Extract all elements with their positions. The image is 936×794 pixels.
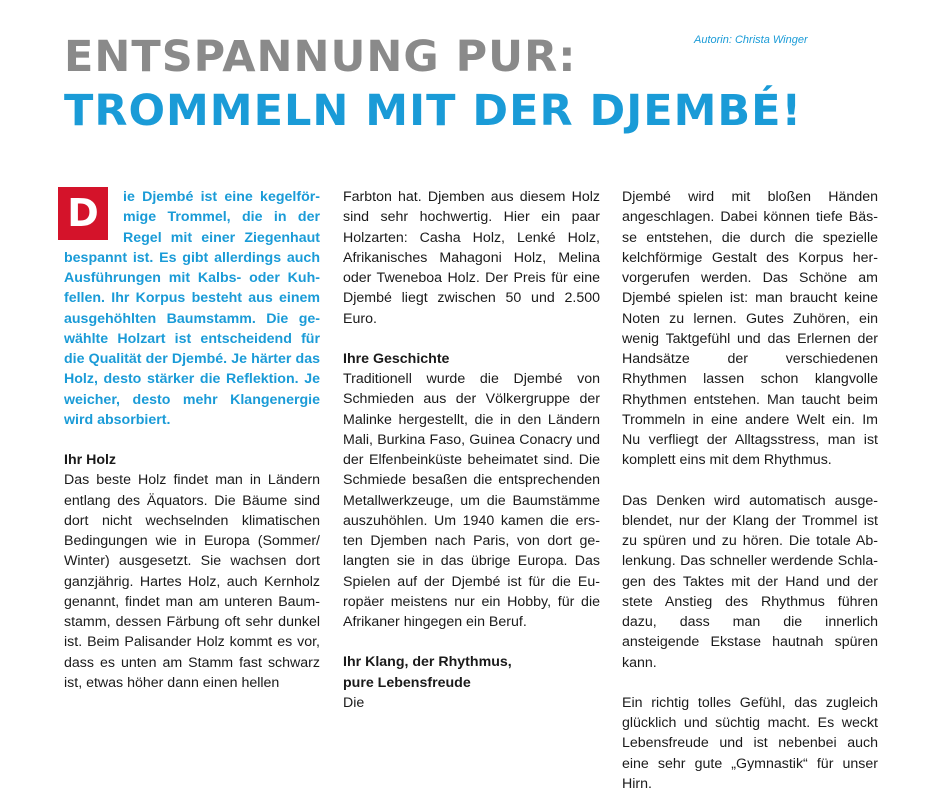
paragraph-gefuehl: Ein richtig tolles Gefühl, das zugleich glücklich und süchtig macht. Es weckt Lebensfreude und ist nebenbei auch eine sehr gute „Gymnastik“ für unser Hirn. xyxy=(622,694,878,792)
section-text-holz-continued: Farbton hat. Djemben aus diesem Holz sind sehr hochwertig. Hier ein paar Holzarten: Casha Holz, Lenké Holz, Afrikanisches Mahagoni Holz, Melina oder Tweneboa Holz. Der Preis für eine Djembé liegt zwischen 50 und 2.500 Euro. xyxy=(343,189,600,327)
article-column-1 xyxy=(64,187,320,693)
article-column-3 xyxy=(622,187,878,794)
article-title-line-2: TROMMELN MIT DER DJEMBÉ! xyxy=(64,86,803,136)
section-text-klang: Die xyxy=(343,694,365,711)
section-text-klang-continued: Djembé wird mit bloßen Händen angeschlagen. Dabei können tiefe Bässe entstehen, die durch die spezielle kelchförmige Gestalt des Korpus hervorgerufen werden. Das Schöne am Djembé spielen ist: man braucht keine Noten zu lernen. Gutes Zuhören, ein wenig Taktgefühl und das Erlernen der Handsätze der verschiedenen Rhythmen lassen schon klangvolle Rhythmen entstehen. Man taucht beim Trommeln in eine andere Welt ein. Im Nu verfliegt der Alltagsstress, man ist komplett eins mit dem Rhythmus. xyxy=(622,189,878,469)
author-credit: Autorin: Christa Winger xyxy=(694,34,808,46)
section-text-holz: Das beste Holz findet man in Ländern entlang des Äquators. Die Bäume sind dort nicht wechselnden klimatischen Bedingungen wie in Europa (Sommer/ Winter) ausgesetzt. Sie wachsen dort ganzjährig. Hartes Holz, auch Kernholz genannt, findet man am unteren Baumstamm, dessen Färbung oft sehr dunkel ist. Beim Palisander Holz kommt es vor, dass es unten am Stamm fast schwarz ist, etwas höher dann einen hellen xyxy=(64,472,320,691)
section-heading-klang xyxy=(343,652,600,693)
section-text-holz-part-1 xyxy=(64,470,320,693)
article-title-line-1: ENTSPANNUNG PUR: xyxy=(64,32,577,82)
section-heading-holz: Ihr Holz xyxy=(64,452,117,468)
section-heading-geschichte: Ihre Geschichte xyxy=(343,350,450,367)
paragraph-spacer xyxy=(622,471,878,491)
section-heading-klang-line-2: pure Lebensfreude xyxy=(343,674,471,691)
section-heading-klang-line-1: Ihr Klang, der Rhythmus, xyxy=(343,654,512,671)
paragraph-denken: Das Denken wird automatisch ausgeblendet, nur der Klang der Trommel ist zu spüren und zu hören. Die totale Ablenkung. Das schneller werdende Schlagen des Taktes mit der Hand und der stete Anstieg des Rhythmus führen dazu, dass man die innerlich ansteigende Ekstase hautnah spüren kann. xyxy=(622,492,878,671)
article-column-2 xyxy=(343,187,600,713)
section-text-geschichte: Traditionell wurde die Djembé von Schmieden aus der Völkergruppe der Malinke hergestellt, die in den Ländern Mali, Burkina Faso, Guinea Conacry und der Elfenbeinküste beheimatet sind. Die Schmiede besaßen die entsprechenden Metallwerkzeuge, um die Baumstämme auszuhöhlen. Um 1940 kamen die ersten Djemben nach Paris, von dort gelangten sie in das übrige Europa. Das Spielen auf der Djembé ist für die Europäer meistens nur ein Hobby, für die Afrikaner hingegen ein Beruf. xyxy=(343,371,600,630)
dropcap-letter: D xyxy=(58,187,108,240)
lead-text: ie Djembé ist eine kegelförmige Trommel, die in der Regel mit einer Ziegenhaut bespannt ist. Es gibt allerdings auch Ausführungen mit Kalbs- oder Kuhfellen. Ihr Korpus besteht aus einem ausgehöhlten Baumstamm. Die gewählte Holzart ist entscheidend für die Qualität der Djembé. Je härter das Holz, desto stärker die Reflektion. Je weicher, desto mehr Klangenergie wird absorbiert. xyxy=(64,189,320,428)
